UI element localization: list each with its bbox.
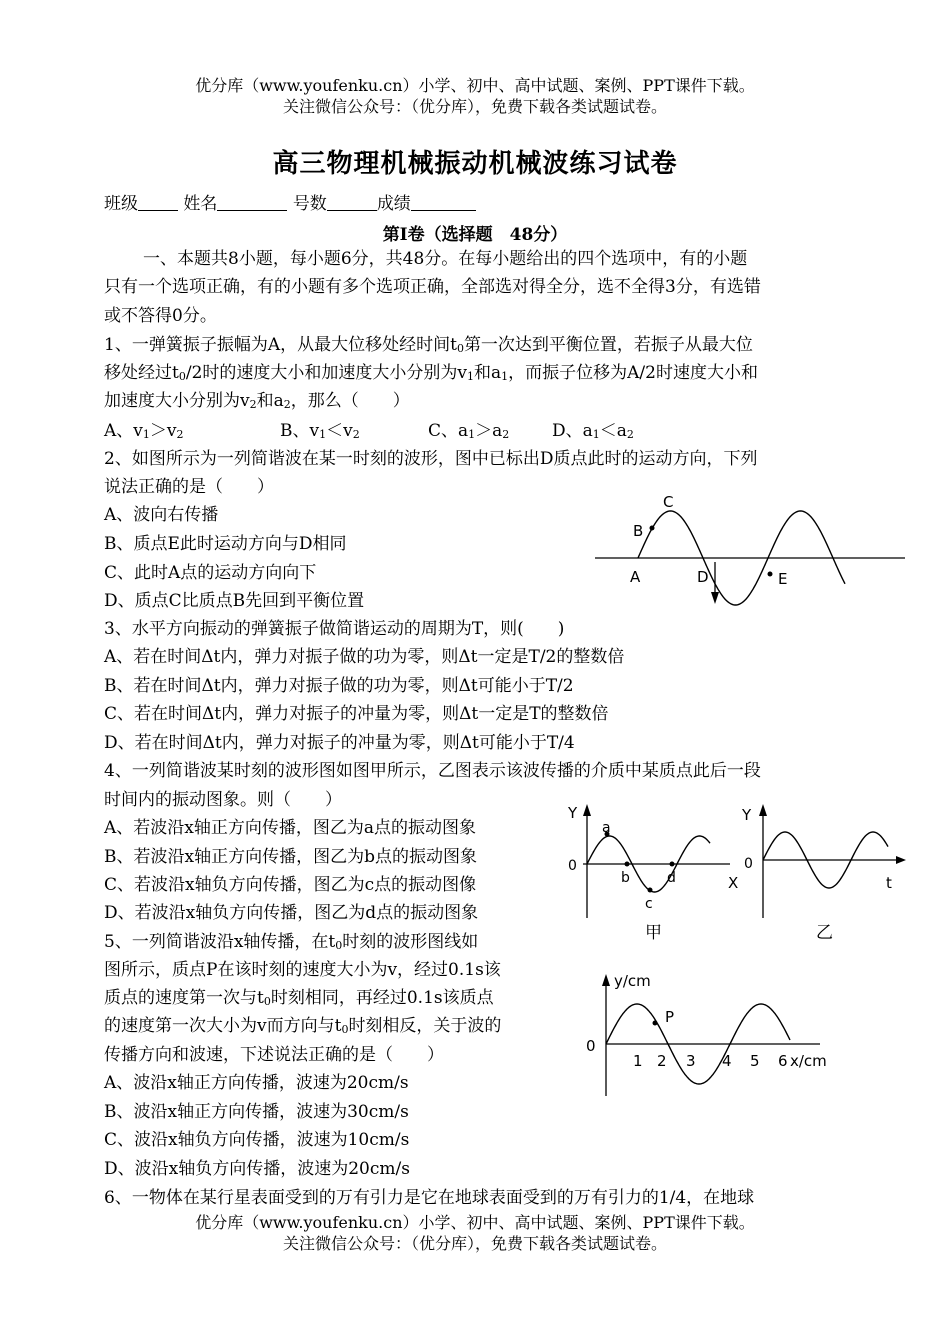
q4-yi-y: Y <box>742 806 752 824</box>
q4-jia-a: a <box>602 820 611 836</box>
q3-option-d[interactable]: D、若在时间Δt内，弹力对振子的冲量为零，则Δt可能小于T/4 <box>104 733 575 753</box>
q5-option-c[interactable]: C、波沿x轴负方向传播，波速为10cm/s <box>104 1130 410 1150</box>
page-title: 高三物理机械振动机械波练习试卷 <box>272 149 678 179</box>
q2-label-c: C <box>663 493 674 511</box>
intro-line-2: 只有一个选项正确，有的小题有多个选项正确，全部选对得全分，选不全得3分，有选错 <box>104 277 761 297</box>
q4-jia-b: b <box>621 870 630 886</box>
q2-option-b[interactable]: B、质点E此时运动方向与D相同 <box>104 534 347 554</box>
q5-tick-3: 3 <box>686 1052 696 1070</box>
q1-option-d[interactable]: D、$a_1<a_2$ <box>552 421 634 441</box>
q5-tick-2: 2 <box>657 1052 667 1070</box>
header-line-1: 优分库（www.youfenku.cn）小学、初中、高中试题、案例、PPT课件下载。 <box>195 76 755 95</box>
footer-line-1: 优分库（www.youfenku.cn）小学、初中、高中试题、案例、PPT课件下载。 <box>195 1213 755 1232</box>
q2-label-e: E <box>778 570 788 588</box>
q5-y-label: y/cm <box>614 972 651 990</box>
student-info <box>104 193 476 215</box>
q2-line-2: 说法正确的是（ ） <box>104 477 274 497</box>
q2-line-1: 2、如图所示为一列简谐波在某一时刻的波形，图中已标出D质点此时的运动方向，下列 <box>104 449 758 469</box>
q4-line-1: 4、一列简谐波某时刻的波形图如图甲所示，乙图表示该波传播的介质中某质点此后一段 <box>104 761 761 781</box>
q1-option-c[interactable]: C、$a_1>a_2$ <box>428 421 510 441</box>
q1-line-2: 移处经过$t_0/2$时的速度大小和加速度大小分别为$v_1$和$a_1$，而振子位移为A/2时速度大小和 <box>104 363 758 383</box>
q5-option-a[interactable]: A、波沿x轴正方向传播，波速为20cm/s <box>104 1073 409 1093</box>
q1-line-3: 加速度大小分别为$v_2$和$a_2$，那么（ ） <box>104 391 410 411</box>
name-label: 姓名 <box>183 194 218 214</box>
q2-point-e <box>768 572 773 577</box>
score-label: 成绩 <box>376 194 411 214</box>
q5-line-3: 质点的速度第一次与$t_0$时刻相同，再经过0.1s该质点 <box>104 988 494 1008</box>
q2-label-d: D <box>697 568 709 586</box>
q6-line-1: 6、一物体在某行星表面受到的万有引力是它在地球表面受到的万有引力的1/4，在地球 <box>104 1188 755 1208</box>
q5-line-1: 5、一列简谐波沿x轴传播，在$t_0$时刻的波形图线如 <box>104 932 479 952</box>
q5-option-b[interactable]: B、波沿x轴正方向传播，波速为30cm/s <box>104 1102 409 1122</box>
q5-tick-6: 6 <box>778 1052 788 1070</box>
q5-o-label: 0 <box>586 1037 596 1055</box>
number-label: 号数 <box>292 194 327 214</box>
q4-jia-y: Y <box>568 804 578 822</box>
intro-line-1: 一、本题共8小题，每小题6分，共48分。在每小题给出的四个选项中，有的小题 <box>143 249 748 269</box>
q3-option-b[interactable]: B、若在时间Δt内，弹力对振子做的功为零，则Δt可能小于T/2 <box>104 676 574 696</box>
q5-line-5: 传播方向和波速，下述说法正确的是（ ） <box>104 1045 444 1065</box>
q4-jia-c: c <box>645 896 653 912</box>
q5-line-4: 的速度第一次大小为v而方向与$t_0$时刻相反，关于波的 <box>104 1016 502 1036</box>
q4-jia-x: X <box>728 874 739 892</box>
number-blank[interactable] <box>327 194 377 211</box>
q4-figure-jia <box>565 798 755 946</box>
class-label: 班级 <box>104 194 138 214</box>
q5-p-label: P <box>665 1008 675 1026</box>
q4-jia-caption: 甲 <box>645 923 662 943</box>
q4-yi-caption: 乙 <box>816 923 833 943</box>
q4-yi-o: 0 <box>744 856 753 872</box>
name-blank[interactable] <box>217 194 287 211</box>
q5-point-p <box>653 1021 658 1026</box>
q5-x-label: x/cm <box>790 1052 827 1070</box>
q4-jia-o: 0 <box>568 858 577 874</box>
score-blank[interactable] <box>411 194 476 211</box>
q2-option-d[interactable]: D、质点C比质点B先回到平衡位置 <box>104 591 365 611</box>
class-blank[interactable] <box>138 194 178 211</box>
q3-line-1: 3、水平方向振动的弹簧振子做简谐运动的周期为T，则( ) <box>104 619 565 639</box>
q4-figure-yi <box>738 798 908 946</box>
q5-tick-5: 5 <box>750 1052 760 1070</box>
q2-point-b <box>650 526 655 531</box>
q2-d-arrowhead <box>711 592 719 604</box>
q3-option-a[interactable]: A、若在时间Δt内，弹力对振子做的功为零，则Δt一定是T/2的整数倍 <box>104 647 625 667</box>
q4-jia-d: d <box>667 870 676 886</box>
q4-option-b[interactable]: B、若波沿x轴正方向传播，图乙为b点的振动图象 <box>104 847 477 867</box>
q2-label-a: A <box>630 568 641 586</box>
q4-line-2: 时间内的振动图象。则（ ） <box>104 790 342 810</box>
q2-label-b: B <box>633 522 644 540</box>
q5-tick-4: 4 <box>722 1052 732 1070</box>
q2-option-a[interactable]: A、波向右传播 <box>104 505 219 525</box>
q3-option-c[interactable]: C、若在时间Δt内，弹力对振子的冲量为零，则Δt一定是T的整数倍 <box>104 704 609 724</box>
q1-option-b[interactable]: B、$v_1<v_2$ <box>280 421 360 441</box>
footer-line-2: 关注微信公众号：（优分库），免费下载各类试题试卷。 <box>282 1234 667 1253</box>
q5-wave-figure <box>580 968 840 1103</box>
q2-option-c[interactable]: C、此时A点的运动方向向下 <box>104 563 317 583</box>
intro-line-3: 或不答得0分。 <box>104 306 217 326</box>
q4-option-d[interactable]: D、若波沿x轴负方向传播，图乙为d点的振动图象 <box>104 903 479 923</box>
q1-option-a[interactable]: A、$v_1>v_2$ <box>104 421 184 441</box>
q4-yi-x: t <box>886 874 892 892</box>
q5-line-2: 图所示，质点P在该时刻的速度大小为v，经过0.1s该 <box>104 960 501 980</box>
header-line-2: 关注微信公众号：（优分库），免费下载各类试题试卷。 <box>282 97 667 116</box>
q4-option-c[interactable]: C、若波沿x轴负方向传播，图乙为c点的振动图像 <box>104 875 477 895</box>
q2-wave-figure <box>590 490 910 615</box>
q5-tick-1: 1 <box>633 1052 643 1070</box>
q5-option-d[interactable]: D、波沿x轴负方向传播，波速为20cm/s <box>104 1159 410 1179</box>
section-heading: 第Ⅰ卷（选择题 48分） <box>382 225 568 245</box>
q1-line-1: 1、一弹簧振子振幅为A，从最大位移处经时间$t_0$第一次达到平衡位置，若振子从最大位 <box>104 335 753 355</box>
q4-option-a[interactable]: A、若波沿x轴正方向传播，图乙为a点的振动图象 <box>104 818 476 838</box>
